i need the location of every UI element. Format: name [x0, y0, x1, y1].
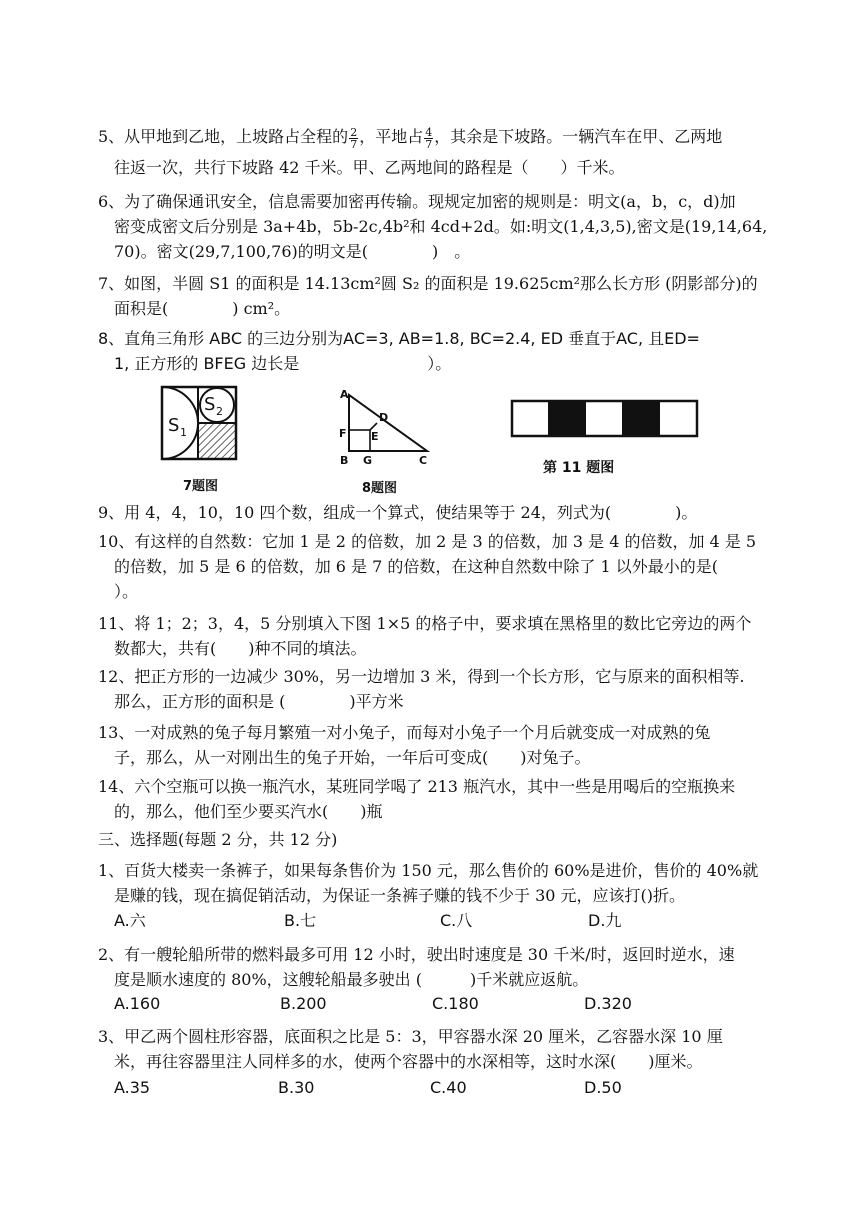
fig8-label-f: F [339, 427, 347, 440]
q13-line-1: 13、一对成熟的兔子每月繁殖一对小兔子，而每对小兔子一个月后就变成一对成熟的兔 [98, 723, 711, 742]
q14-line-1: 14、六个空瓶可以换一瓶汽水，某班同学喝了 213 瓶汽水，其中一些是用喝后的空瓶换来 [98, 777, 736, 796]
fig8-label-g: G [363, 454, 373, 467]
c1-option-a[interactable]: A.六 [114, 911, 146, 930]
q5-fraction-flat: $\frac{4}{7}$ [425, 126, 433, 152]
figure-8-caption: 8题图 [362, 481, 398, 496]
c1-option-d[interactable]: D.九 [588, 911, 622, 930]
q6-line-3: 70)。密文(29,7,100,76)的明文是( ) 。 [114, 242, 471, 261]
c1-line-2: 是赚的钱，现在搞促销活动，为保证一条裤子赚的钱不少于 30 元，应该打()折。 [114, 886, 686, 905]
c2-line-2: 度是顺水速度的 80%，这艘轮船最多驶出 ( )千米就应返航。 [114, 970, 589, 989]
question-9 [98, 500, 778, 525]
choice-question-2 [98, 942, 778, 992]
c3-option-c[interactable]: C.40 [430, 1078, 467, 1097]
c3-option-a[interactable]: A.35 [114, 1078, 151, 1097]
question-11 [98, 611, 778, 661]
figure-11-caption: 第 11 题图 [543, 460, 615, 476]
q5-fraction-uphill: $\frac{2}{7}$ [350, 126, 358, 152]
c2-option-d[interactable]: D.320 [584, 994, 632, 1013]
fig7-label-s1: S [168, 415, 180, 436]
q6-line-1: 6、为了确保通讯安全，信息需要加密再传输。现规定加密的规则是：明文(a，b，c，d)加 [98, 192, 736, 211]
question-5 [98, 124, 778, 180]
question-12 [98, 664, 778, 714]
choice-question-3 [98, 1024, 778, 1074]
fig8-label-b: B [340, 454, 349, 467]
q10-line-2: 的倍数，加 5 是 6 的倍数，加 6 是 7 的倍数，在这种自然数中除了 1 以外最小的是( [114, 557, 719, 576]
q7-line-2: 面积是( ) cm²。 [114, 299, 291, 318]
c3-option-b[interactable]: B.30 [278, 1078, 315, 1097]
fig8-label-e: E [371, 430, 379, 443]
q8-line-2: 1, 正方形的 BFEG 边长是 ）。 [114, 354, 452, 373]
c3-line-1: 3、甲乙两个圆柱形容器，底面积之比是 5：3，甲容器水深 20 厘米，乙容器水深 10 厘 [98, 1027, 723, 1046]
c2-option-c[interactable]: C.180 [432, 994, 479, 1013]
c2-option-b[interactable]: B.200 [280, 994, 327, 1013]
section-3-heading [98, 827, 778, 852]
q5-line-2: 往返一次，共行下坡路 42 千米。甲、乙两地间的路程是（ ）千米。 [114, 158, 625, 178]
q13-line-2: 子，那么，从一对刚出生的兔子开始，一年后可变成( )对兔子。 [114, 748, 591, 767]
question-6 [98, 189, 778, 264]
q10-line-3: ）。 [114, 582, 139, 601]
fig8-label-d: D [379, 411, 389, 424]
fig8-label-c: C [419, 454, 428, 467]
figure-8-diagram [335, 385, 435, 470]
c2-options [114, 993, 714, 1015]
c2-line-1: 2、有一艘轮船所带的燃料最多可用 12 小时，驶出时速度是 30 千米/时，返回时逆水，速 [98, 945, 735, 964]
question-10 [98, 529, 778, 604]
c1-line-1: 1、百货大楼卖一条裤子，如果每条售价为 150 元，那么售价的 60%是进价，售价的 40%就 [98, 861, 759, 880]
c1-option-b[interactable]: B.七 [284, 911, 317, 930]
c1-option-c[interactable]: C.八 [440, 911, 473, 930]
figure-7-caption: 7题图 [183, 479, 219, 494]
question-7 [98, 271, 778, 321]
c1-options [114, 910, 714, 932]
q10-line-1: 10、有这样的自然数：它加 1 是 2 的倍数，加 2 是 3 的倍数，加 3 是 4 的倍数，加 4 是 5 [98, 532, 757, 551]
q11-line-2: 数都大，共有( )种不同的填法。 [114, 639, 367, 658]
c2-option-a[interactable]: A.160 [114, 994, 161, 1013]
q8-line-1: 8、直角三角形 ABC 的三边分别为AC=3, AB=1.8, BC=2.4, ED 垂直于AC, 且ED= [98, 329, 700, 348]
q9-line-1: 9、用 4，4，10，10 四个数，组成一个算式，使结果等于 24，列式为( )。 [98, 503, 698, 522]
figure-7-diagram [160, 385, 240, 465]
c3-line-2: 米，再往容器里注人同样多的水，使两个容器中的水深相等，这时水深( )厘米。 [114, 1052, 703, 1071]
question-13 [98, 720, 778, 770]
q5-text-c: ，其余是下坡路。一辆汽车在甲、乙两地 [434, 127, 723, 146]
q5-text-b: ，平地占 [359, 127, 424, 146]
fig7-label-s2: S [204, 394, 216, 415]
q12-line-2: 那么，正方形的面积是 ( )平方米 [114, 692, 404, 711]
question-14 [98, 774, 778, 824]
q7-line-1: 7、如图，半圆 S1 的面积是 14.13cm²圆 S₂ 的面积是 19.625cm²那么长方形 (阴影部分)的 [98, 274, 758, 293]
choice-question-1 [98, 858, 778, 908]
q6-line-2: 密变成密文后分别是 3a+4b，5b-2c,4b²和 4cd+2d。如:明文(1,4,3,5),密文是(19,14,64, [114, 217, 768, 236]
fig8-label-a: A [340, 388, 349, 401]
svg-text:1: 1 [180, 426, 187, 439]
c3-option-d[interactable]: D.50 [584, 1078, 622, 1097]
q14-line-2: 的，那么，他们至少要买汽水( )瓶 [114, 802, 383, 821]
q5-text-a: 5、从甲地到乙地，上坡路占全程的 [98, 127, 349, 146]
q11-line-1: 11、将 1；2；3，4，5 分别填入下图 1×5 的格子中，要求填在黑格里的数比它旁边的两个 [98, 614, 752, 633]
question-8 [98, 326, 778, 376]
svg-text:2: 2 [216, 405, 223, 418]
section-3-title: 三、选择题(每题 2 分，共 12 分) [98, 830, 338, 849]
q12-line-1: 12、把正方形的一边减少 30%，另一边增加 3 米，得到一个长方形，它与原来的面积相等. [98, 667, 745, 686]
figure-11-grid [510, 399, 700, 439]
c3-options [114, 1077, 714, 1099]
